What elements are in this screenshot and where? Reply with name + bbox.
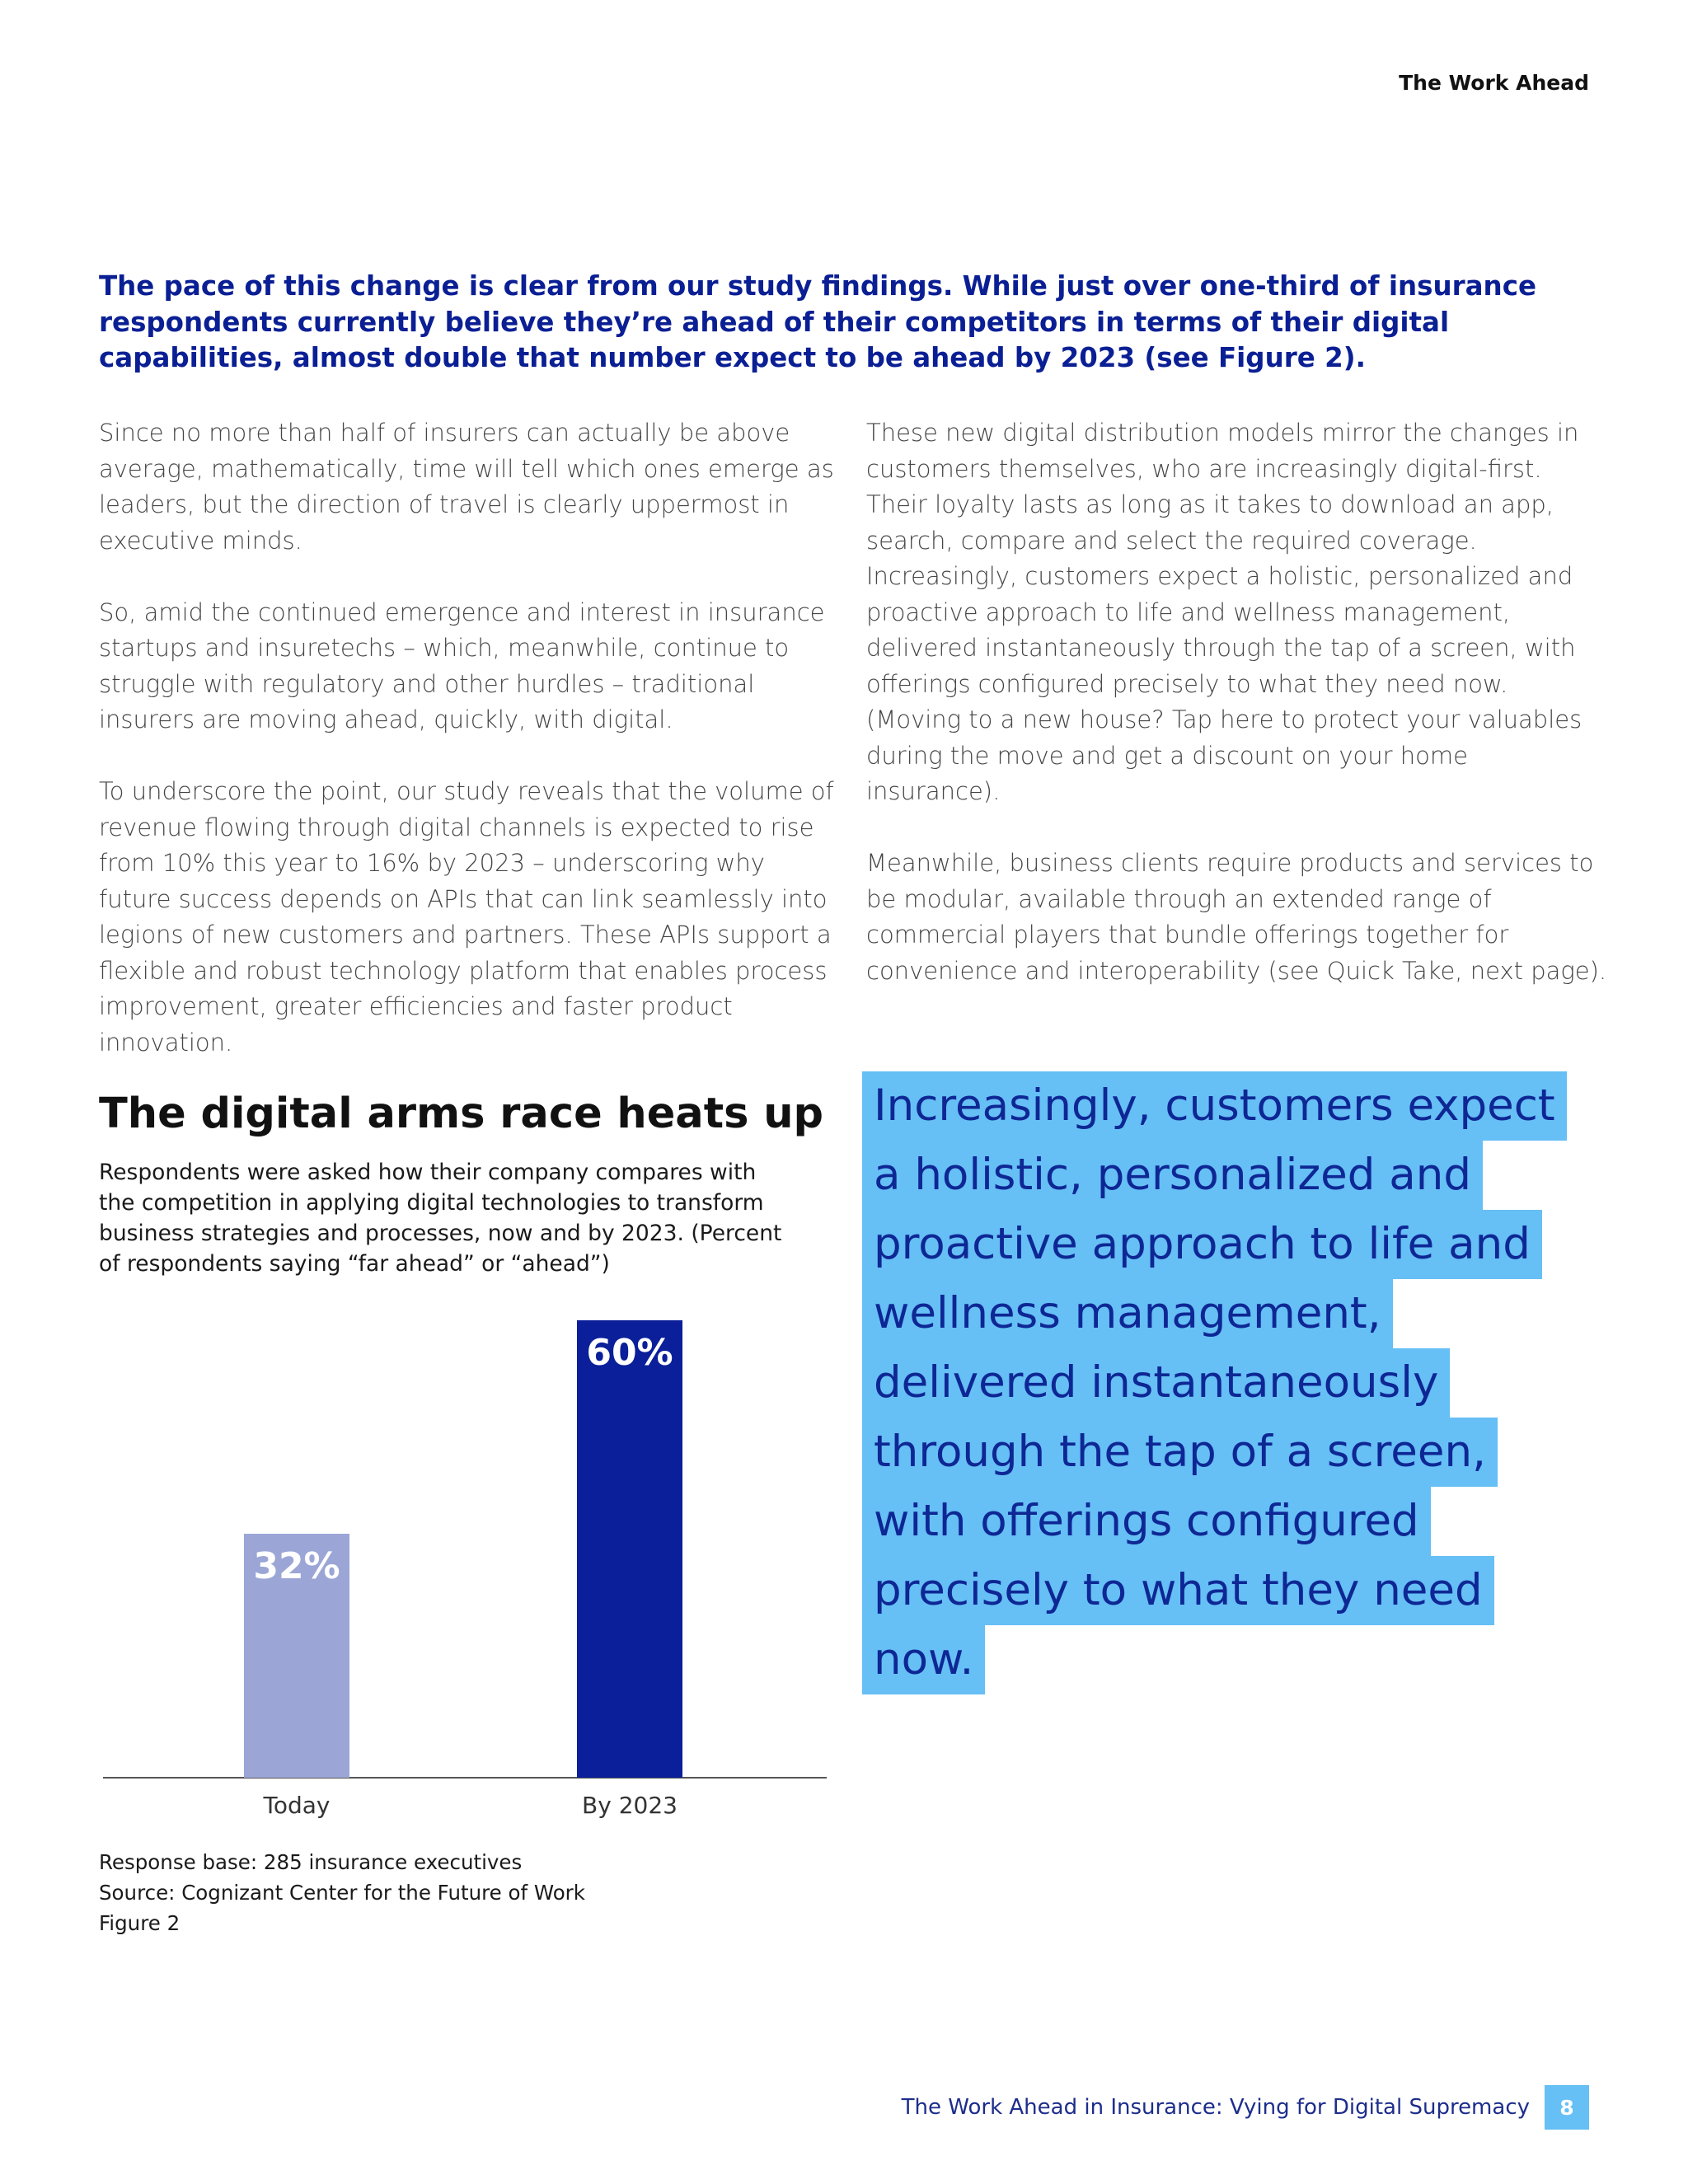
page-number: 8	[1545, 2085, 1589, 2130]
source-note: Source: Cognizant Center for the Future of Work	[99, 1881, 585, 1905]
figure-title: The digital arms race heats up	[99, 1090, 824, 1138]
category-label: By 2023	[582, 1792, 678, 1819]
figure-notes	[99, 1847, 585, 1938]
body-paragraph: So, amid the continued emergence and interest in insurance startups and insuretechs – which, meanwhile, continue to struggle with regulatory and other hurdles – traditional insurers are moving ahead, quickly, with digital.	[99, 598, 825, 733]
figure-description: Respondents were asked how their company compares with the competition in applying digital technologies to transform business strategies and processes, now and by 2023. (Percent of respondents saying “far ahead” or “ahead”)	[99, 1160, 782, 1277]
body-paragraph: Since no more than half of insurers can actually be above average, mathematically, time will tell which ones emerge as leaders, but the direction of travel is clearly uppermost in executive minds.	[99, 419, 834, 555]
body-paragraph: To underscore the point, our study reveals that the volume of revenue flowing through digital channels is expected to rise from 10% this year to 16% by 2023 – underscoring why future success depends on APIs that can link seamlessly into legions of new customers and partners. These APIs support a flexible and robust technology platform that enables process improvement, greater efficiencies and faster product innovation.	[99, 777, 834, 1057]
body-column-left	[99, 415, 841, 1097]
body-paragraph: These new digital distribution models mirror the changes in customers themselves, who are increasingly digital-first. Their loyalty lasts as long as it takes to download an app, search, compare and select the required coverage. Increasingly, customers expect a holistic, personalized and proactive approach to life and wellness management, delivered instantaneously through the tap of a screen, with offerings configured precisely to what they need now. (Moving to a new house? Tap here to protect your valuables during the move and get a discount on your home insurance).	[866, 419, 1582, 805]
response-base-note: Response base: 285 insurance executives	[99, 1850, 523, 1874]
bar-chart	[91, 1302, 832, 1830]
bar-1	[577, 1320, 682, 1778]
figure-label: Figure 2	[99, 1911, 181, 1935]
page-footer	[902, 2085, 1589, 2130]
lead-paragraph: The pace of this change is clear from our study findings. While just over one-third of insurance respondents currently believe they’re ahead of their competitors in terms of their digital capabilities, almost double that number expect to be ahead by 2023 (see Figure 2).	[99, 270, 1537, 373]
body-column-right	[866, 415, 1608, 1025]
footer-title: The Work Ahead in Insurance: Vying for Digital Supremacy	[901, 2095, 1530, 2120]
pull-quote	[862, 1071, 1587, 1694]
body-paragraph: Meanwhile, business clients require products and services to be modular, available through an extended range of commercial players that bundle offerings together for convenience and interoperability (see Quick Take, next page).	[866, 849, 1607, 985]
category-label: Today	[263, 1792, 331, 1819]
bar-value-label: 32%	[253, 1545, 340, 1587]
bar-value-label: 60%	[586, 1332, 673, 1374]
pull-quote-text: Increasingly, customers expect a holistic, personalized and proactive approach to life and wellness management, delivered instantaneously through the tap of a screen, with offerings configured precisely to what they need now.	[862, 1071, 1567, 1694]
running-header: The Work Ahead	[1399, 71, 1589, 95]
